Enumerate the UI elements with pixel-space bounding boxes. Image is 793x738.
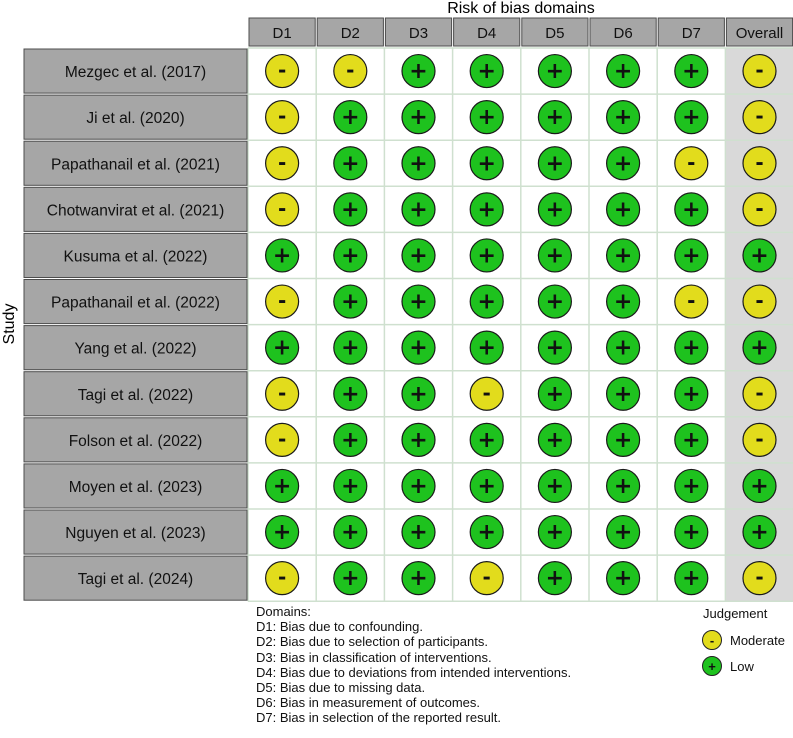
minus-symbol: - <box>755 380 764 405</box>
domain-legend-item: D1: Bias due to confounding. <box>256 619 423 635</box>
column-header-label: D2 <box>340 25 360 42</box>
domain-legend-item: D6: Bias in measurement of outcomes. <box>256 695 480 711</box>
plus-symbol: + <box>545 335 565 361</box>
plus-symbol: + <box>477 473 496 499</box>
plus-symbol: + <box>682 381 701 407</box>
plus-symbol: + <box>477 520 496 546</box>
plus-symbol: + <box>682 427 701 453</box>
minus-symbol: - <box>755 104 764 129</box>
plus-symbol: + <box>682 335 701 361</box>
domain-legend-item: D3: Bias in classification of interventions. <box>256 649 492 665</box>
plus-symbol: + <box>409 335 428 361</box>
plus-symbol: + <box>613 520 633 546</box>
plus-symbol: + <box>682 520 701 546</box>
minus-symbol: - <box>482 380 491 405</box>
plus-symbol: + <box>545 473 565 499</box>
low-legend-marker: + <box>702 656 722 676</box>
study-label: Ji et al. (2020) <box>86 110 185 128</box>
study-label: Mezgec et al. (2017) <box>64 64 207 82</box>
plus-symbol: + <box>613 566 633 592</box>
plus-symbol: + <box>545 197 565 223</box>
plus-symbol: + <box>750 520 769 546</box>
column-header-label: D5 <box>545 25 565 42</box>
plus-symbol: + <box>682 59 701 85</box>
study-label: Yang et al. (2022) <box>74 340 197 358</box>
column-header-label: D7 <box>681 25 701 42</box>
plus-symbol: + <box>409 289 428 315</box>
judgement-legend-item <box>702 656 754 676</box>
column-header-label: D4 <box>477 25 497 42</box>
minus-symbol: - <box>277 196 287 221</box>
minus-symbol: - <box>755 426 764 451</box>
plus-symbol: + <box>750 243 769 269</box>
minus-symbol: - <box>687 150 696 175</box>
plus-symbol: + <box>545 427 565 453</box>
plus-symbol: + <box>409 151 428 177</box>
minus-symbol: - <box>755 288 764 313</box>
minus-symbol: - <box>755 150 764 175</box>
plus-symbol: + <box>682 197 701 223</box>
plus-symbol: + <box>545 59 565 85</box>
plus-symbol: + <box>682 473 701 499</box>
plus-symbol: + <box>272 473 292 499</box>
plus-symbol: + <box>613 105 633 131</box>
chart-title: Risk of bias domains <box>447 0 595 17</box>
plus-symbol: + <box>613 289 633 315</box>
plus-symbol: + <box>409 566 428 592</box>
plus-symbol: + <box>750 335 769 361</box>
plus-symbol: + <box>341 473 360 499</box>
plus-symbol: + <box>545 566 565 592</box>
study-label: Tagi et al. (2022) <box>77 386 194 404</box>
plus-symbol: + <box>341 197 360 223</box>
row-axis-label: Study <box>1 303 18 345</box>
plus-symbol: + <box>341 520 360 546</box>
domains-list <box>256 619 571 725</box>
plus-symbol: + <box>545 381 565 407</box>
plus-symbol: + <box>341 566 360 592</box>
plus-symbol: + <box>409 427 428 453</box>
study-label: Folson et al. (2022) <box>68 432 203 450</box>
plus-symbol: + <box>409 105 428 131</box>
plus-symbol: + <box>613 243 633 269</box>
study-label: Kusuma et al. (2022) <box>63 248 208 266</box>
plus-symbol: + <box>409 520 428 546</box>
study-label: Chotwanvirat et al. (2021) <box>46 202 225 220</box>
plus-symbol: + <box>613 335 633 361</box>
domain-legend-item: D2: Bias due to selection of participants. <box>256 634 488 650</box>
minus-symbol: - <box>482 565 491 590</box>
plus-symbol: + <box>613 473 633 499</box>
plus-symbol: + <box>545 105 565 131</box>
judgement-legend-label: Low <box>730 658 754 674</box>
plus-symbol: + <box>409 243 428 269</box>
plus-symbol: + <box>613 59 633 85</box>
plus-symbol: + <box>272 520 292 546</box>
plus-symbol: + <box>341 151 360 177</box>
moderate-legend-marker: - <box>702 630 722 650</box>
plus-symbol: + <box>409 197 428 223</box>
plus-symbol: + <box>477 289 496 315</box>
plus-symbol: + <box>341 289 360 315</box>
domains-legend <box>256 604 571 726</box>
grid-layer <box>24 18 793 601</box>
minus-symbol: - <box>277 104 287 129</box>
judgement-title: Judgement <box>703 606 768 621</box>
minus-symbol: - <box>277 150 287 175</box>
plus-symbol: + <box>477 335 496 361</box>
study-label: Nguyen et al. (2023) <box>65 525 206 543</box>
minus-symbol: - <box>277 288 287 313</box>
plus-symbol: + <box>613 427 633 453</box>
minus-symbol: - <box>277 565 287 590</box>
judgement-legend-item <box>702 630 785 650</box>
plus-symbol: + <box>613 151 633 177</box>
plus-symbol: + <box>477 105 496 131</box>
plus-symbol: + <box>545 243 565 269</box>
domain-legend-item: D5: Bias due to missing data. <box>256 680 426 696</box>
column-header-label: D3 <box>408 25 429 42</box>
minus-symbol: - <box>277 426 287 451</box>
plus-symbol: + <box>613 381 633 407</box>
plus-symbol: + <box>545 520 565 546</box>
plus-symbol: + <box>477 427 496 453</box>
plus-symbol: + <box>477 151 496 177</box>
plus-symbol: + <box>272 335 292 361</box>
minus-symbol: - <box>755 196 764 221</box>
plus-symbol: + <box>341 335 360 361</box>
minus-symbol: - <box>277 58 287 83</box>
study-label: Moyen et al. (2023) <box>68 478 203 496</box>
domains-title: Domains: <box>256 604 311 619</box>
plus-symbol: + <box>477 243 496 269</box>
plus-symbol: + <box>341 243 360 269</box>
plus-symbol: + <box>613 197 633 223</box>
study-label: Papathanail et al. (2022) <box>51 294 220 312</box>
minus-symbol: - <box>755 565 764 590</box>
plus-symbol: + <box>682 105 701 131</box>
column-header-label: D1 <box>272 25 292 42</box>
study-label: Tagi et al. (2024) <box>77 571 194 589</box>
study-label: Papathanail et al. (2021) <box>51 156 220 174</box>
plus-symbol: + <box>341 105 360 131</box>
column-header-label: D6 <box>613 25 633 42</box>
plus-symbol: + <box>750 473 769 499</box>
plus-symbol: + <box>409 473 428 499</box>
plus-symbol: + <box>545 289 565 315</box>
column-header-label: Overall <box>735 25 784 42</box>
plus-symbol: + <box>409 59 428 85</box>
plus-symbol: + <box>477 197 496 223</box>
plus-symbol: + <box>341 427 360 453</box>
plus-symbol: + <box>272 243 292 269</box>
plus-symbol: + <box>341 381 360 407</box>
plus-symbol: + <box>682 243 701 269</box>
minus-symbol: - <box>346 58 355 83</box>
minus-symbol: - <box>755 58 764 83</box>
plus-symbol: + <box>477 59 496 85</box>
judgement-legend-label: Moderate <box>730 632 785 648</box>
minus-symbol: - <box>687 288 696 313</box>
domain-legend-item: D4: Bias due to deviations from intended interventions. <box>256 664 572 680</box>
plus-symbol: + <box>409 381 428 407</box>
plus-symbol: + <box>682 566 701 592</box>
domain-legend-item: D7: Bias in selection of the reported result. <box>256 710 501 726</box>
plus-symbol: + <box>545 151 565 177</box>
minus-symbol: - <box>277 380 287 405</box>
